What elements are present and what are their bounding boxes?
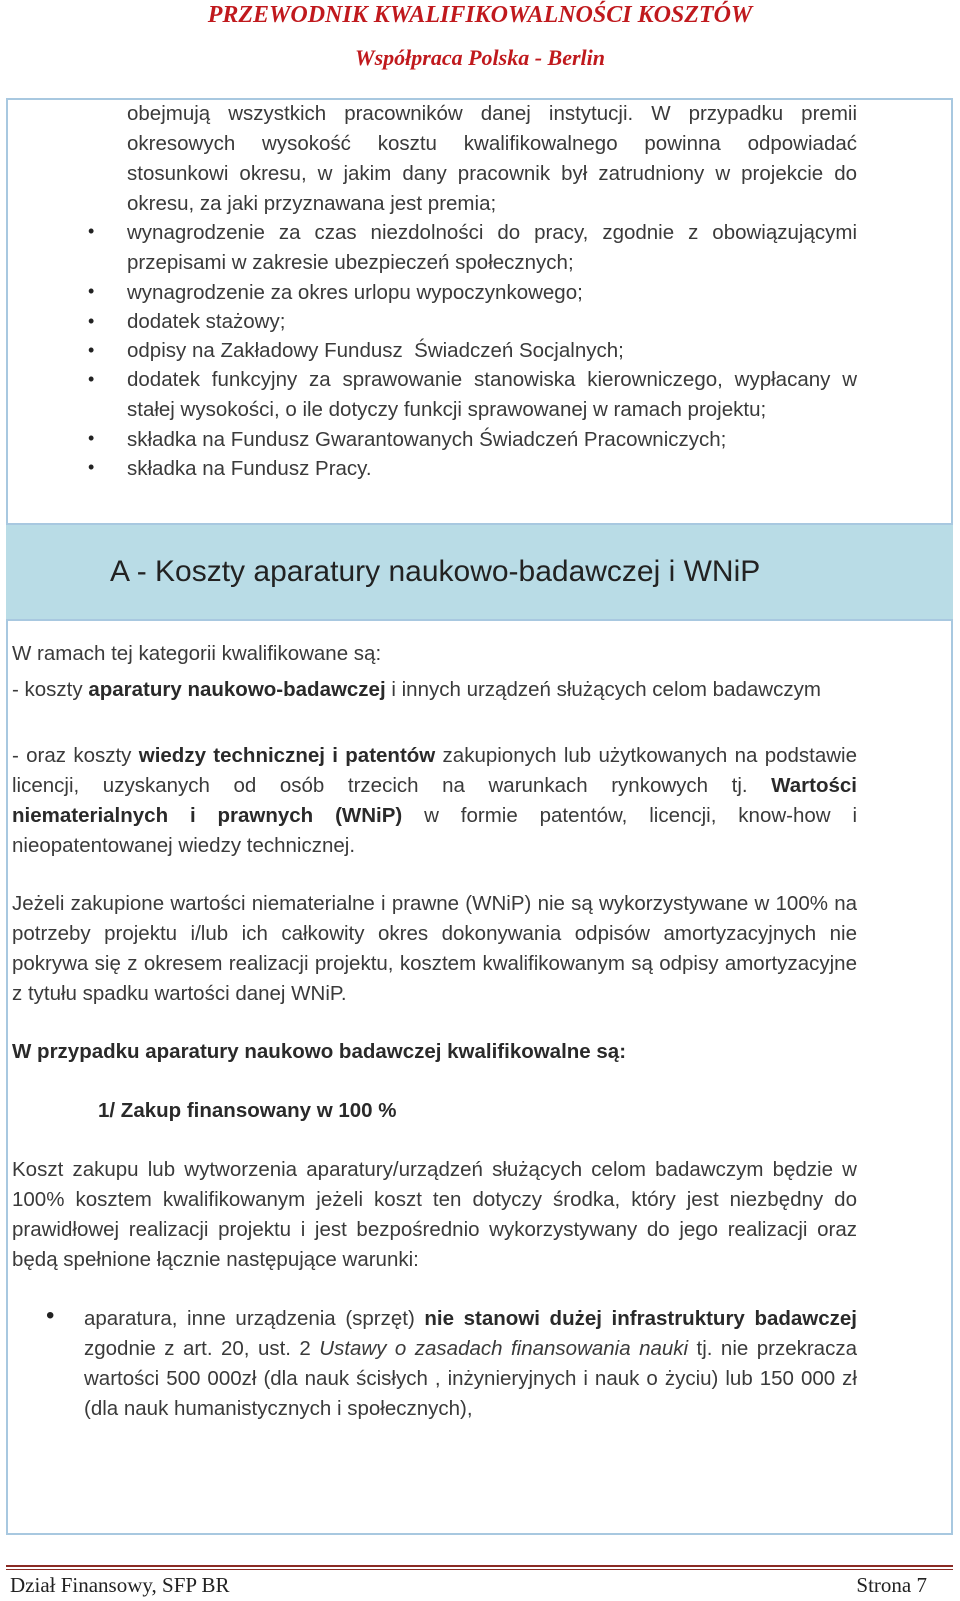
document-title: PRZEWODNIK KWALIFIKOWALNOŚCI KOSZTÓW bbox=[207, 2, 753, 28]
item-text: zakupionych lub użytkowanych na podstawie licencji, uzyskanych od osób trzecich na warunkach rynkowych tj. bbox=[12, 744, 858, 797]
list-item: składka na Fundusz Pracy. bbox=[127, 457, 372, 480]
bullet-dot: • bbox=[88, 221, 95, 241]
footer-rule bbox=[6, 1569, 953, 1570]
list-item: dodatek funkcyjny za sprawowanie stanowiska kierowniczego, wypłacany w stałej wysokości, o ile dotyczy funkcji sprawowanej w ramach projektu; bbox=[127, 368, 857, 421]
condition-item bbox=[84, 1304, 857, 1424]
section-title: A - Koszty aparatury naukowo-badawczej i WNiP bbox=[110, 555, 761, 588]
item-emphasis: Wartości niematerialnych i prawnych (WNiP) bbox=[12, 774, 857, 827]
footer-department: Dział Finansowy, SFP BR bbox=[10, 1573, 230, 1597]
item-text: i innych urządzeń służących celom badawczym bbox=[385, 678, 821, 701]
section-header-band bbox=[6, 523, 953, 621]
bullet-dot: • bbox=[46, 1302, 55, 1329]
item-text: aparatura, inne urządzenia (sprzęt) bbox=[84, 1307, 425, 1330]
section-lead: W ramach tej kategorii kwalifikowane są: bbox=[12, 642, 382, 665]
bullet-dot: • bbox=[88, 428, 95, 448]
bullet-dot: • bbox=[88, 311, 95, 331]
list-item bbox=[12, 741, 857, 861]
purchase-paragraph: Koszt zakupu lub wytworzenia aparatury/urządzeń służących celom badawczym będzie w 100% kosztem kwalifikowanym jeżeli koszt ten dotyczy środka, który jest niezbędny do prawidłowej realizacji projektu i jest bezpośrednio wykorzystywany do jego realizacji oraz będą spełnione łącznie następujące warunki: bbox=[12, 1158, 857, 1271]
item-emphasis: wiedzy technicznej i patentów bbox=[138, 744, 436, 767]
item-text: tj. nie przekracza wartości 500 000zł (dla nauk ścisłych , inżynieryjnych i nauk o życiu) lub 150 000 zł (dla nauk humanistycznych i społecznych), bbox=[84, 1337, 857, 1420]
document-subtitle: Współpraca Polska - Berlin bbox=[355, 45, 605, 70]
footer-rule bbox=[6, 1565, 953, 1567]
list-item: wynagrodzenie za czas niezdolności do pracy, zgodnie z obowiązującymi przepisami w zakresie ubezpieczeń społecznych; bbox=[127, 221, 857, 274]
item-emphasis: aparatury naukowo-badawczej bbox=[88, 678, 386, 701]
item-italic: Ustawy o zasadach finansowania nauki bbox=[319, 1337, 689, 1360]
list-item: składka na Fundusz Gwarantowanych Świadczeń Pracowniczych; bbox=[127, 428, 727, 451]
item-text: - koszty bbox=[12, 678, 89, 701]
list-item bbox=[12, 675, 857, 705]
item-emphasis: nie stanowi dużej infrastruktury badawczej bbox=[424, 1307, 857, 1330]
item-text: w formie patentów, licencji, know-how i nieopatentowanej wiedzy technicznej. bbox=[12, 804, 857, 857]
list-item: dodatek stażowy; bbox=[127, 310, 286, 333]
wnip-paragraph: Jeżeli zakupione wartości niematerialne i prawne (WNiP) nie są wykorzystywane w 100% na potrzeby projektu i/lub ich całkowity okres dokonywania odpisów amortyzacyjnych nie pokrywa się z okresem realizacji projektu, kosztem kwalifikowanym są odpisy amortyzacyjne z tytułu spadku wartości danej WNiP. bbox=[12, 892, 857, 1005]
bullet-dot: • bbox=[88, 281, 95, 301]
item-text: - oraz koszty bbox=[12, 744, 139, 767]
list-item: wynagrodzenie za okres urlopu wypoczynkowego; bbox=[127, 281, 583, 304]
bullet-dot: • bbox=[88, 369, 95, 389]
item-text: zgodnie z art. 20, ust. 2 bbox=[84, 1337, 320, 1360]
bullet-dot: • bbox=[88, 340, 95, 360]
continued-paragraph: obejmują wszystkich pracowników danej instytucji. W przypadku premii okresowych wysokość kosztu kwalifikowalnego powinna odpowiadać stosunkowi okresu, w jakim dany pracownik był zatrudniony w projekcie do okresu, za jaki przyznawana jest premia; bbox=[127, 102, 857, 215]
bullet-dot: • bbox=[88, 457, 95, 477]
subheading: W przypadku aparatury naukowo badawczej kwalifikowalne są: bbox=[12, 1040, 627, 1063]
numbered-heading: 1/ Zakup finansowany w 100 % bbox=[98, 1099, 397, 1122]
list-item: odpisy na Zakładowy Fundusz Świadczeń Socjalnych; bbox=[127, 339, 624, 362]
footer-page-number: Strona 7 bbox=[856, 1573, 927, 1597]
